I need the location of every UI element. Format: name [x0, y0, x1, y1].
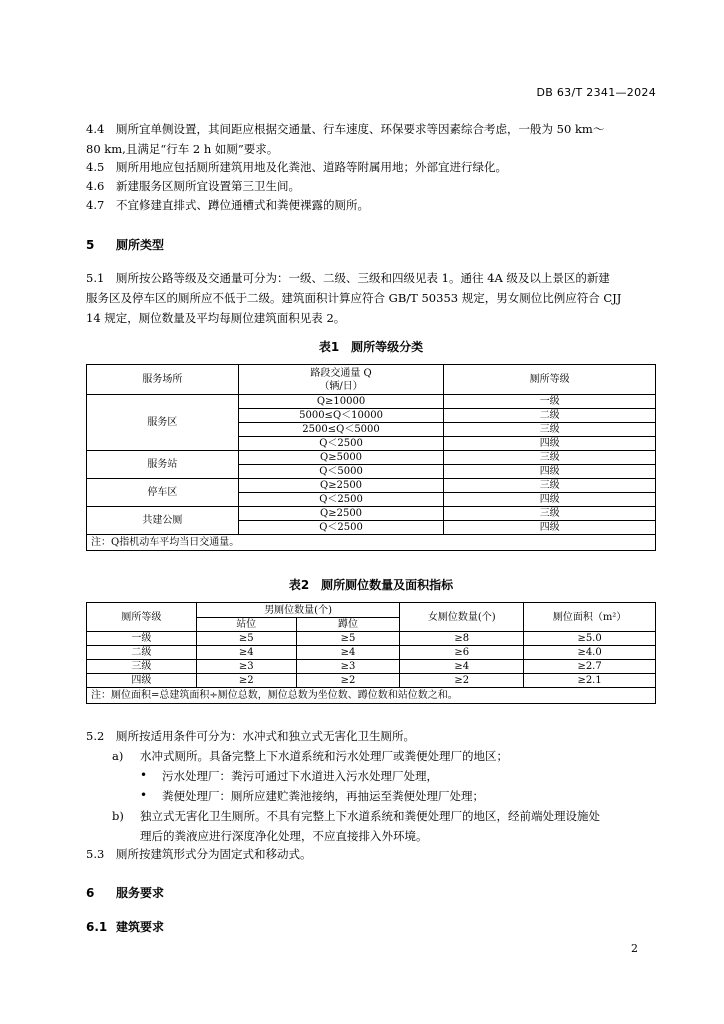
traffic-cell: Q＜2500 — [238, 521, 444, 535]
table2 — [86, 602, 656, 704]
grade-cell: 三级 — [444, 451, 656, 465]
female-cell: ≥4 — [400, 660, 524, 674]
clause-text: 厕所按建筑形式分为固定式和移动式。 — [116, 847, 312, 861]
area-cell: ≥5.0 — [524, 632, 656, 646]
subsection-title: 建筑要求 — [116, 920, 165, 934]
subsection-number: 6.1 — [86, 920, 108, 934]
header-traffic-unit: （辆/日） — [319, 380, 363, 392]
clause-number: 4.5 — [86, 160, 105, 174]
clause-5-1 — [86, 268, 656, 328]
area-cell: ≥2.7 — [524, 660, 656, 674]
section-5-heading — [86, 236, 164, 253]
header-squat: 蹲位 — [296, 618, 400, 632]
grade-cell: 三级 — [87, 660, 197, 674]
traffic-cell: Q≥10000 — [238, 395, 444, 409]
traffic-cell: Q≥2500 — [238, 507, 444, 521]
traffic-cell: 5000≤Q＜10000 — [238, 409, 444, 423]
female-cell: ≥2 — [400, 674, 524, 688]
grade-cell: 一级 — [444, 395, 656, 409]
clause-5-2 — [86, 726, 656, 746]
clause-text: 厕所宜单侧设置，其间距应根据交通量、行车速度、环保要求等因素综合考虑，一般为 50 km～ — [116, 122, 605, 136]
area-cell: ≥2.1 — [524, 674, 656, 688]
clause-text: 厕所用地应包括厕所建筑用地及化粪池、道路等附属用地；外部宜进行绿化。 — [116, 160, 507, 174]
section-number: 6 — [86, 886, 95, 900]
header-female: 女厕位数量(个) — [400, 603, 524, 632]
bullet-dot: • — [140, 788, 148, 802]
section-6-heading — [86, 884, 164, 901]
list-item-a: 水冲式厕所。具备完整上下水道系统和污水处理厂或粪便处理厂的地区； — [140, 749, 508, 763]
document-code: DB 63/T 2341—2024 — [536, 86, 656, 99]
grade-cell: 四级 — [444, 437, 656, 451]
clause-5-3 — [86, 844, 656, 864]
traffic-cell: Q≥5000 — [238, 451, 444, 465]
list-label-b: b) — [112, 809, 124, 823]
header-grade: 厕所等级 — [444, 365, 656, 395]
clause-text: 厕所按适用条件可分为：水冲式和独立式无害化卫生厕所。 — [116, 729, 415, 743]
clause-number: 5.2 — [86, 729, 105, 743]
table-row — [87, 632, 656, 646]
table-row — [87, 674, 656, 688]
grade-cell: 一级 — [87, 632, 197, 646]
clause-text-cont: 14 规定，厕位数量及平均每厕位建筑面积见表 2。 — [86, 311, 346, 325]
place-cell: 服务站 — [87, 451, 239, 479]
grade-cell: 三级 — [444, 507, 656, 521]
header-stand: 站位 — [196, 618, 296, 632]
clause-4-7 — [86, 195, 656, 215]
area-cell: ≥4.0 — [524, 646, 656, 660]
traffic-cell: Q≥2500 — [238, 479, 444, 493]
squat-cell: ≥4 — [296, 646, 400, 660]
clause-text: 厕所按公路等级及交通量可分为：一级、二级、三级和四级见表 1。通往 4A 级及以上景区的新建 — [116, 271, 610, 285]
stand-cell: ≥5 — [196, 632, 296, 646]
clause-4-5 — [86, 157, 656, 177]
grade-cell: 四级 — [87, 674, 197, 688]
place-cell: 停车区 — [87, 479, 239, 507]
female-cell: ≥8 — [400, 632, 524, 646]
table1-note: 注：Q指机动车平均当日交通量。 — [87, 535, 656, 551]
traffic-cell: Q＜2500 — [238, 437, 444, 451]
bullet-item-1: 污水处理厂：粪污可通过下水道进入污水处理厂处理， — [162, 769, 438, 783]
traffic-cell: Q＜2500 — [238, 493, 444, 507]
clause-number: 4.7 — [86, 198, 105, 212]
clause-text-cont: 80 km,且满足“行车 2 h 如厕”要求。 — [86, 142, 279, 156]
clause-4-4 — [86, 119, 656, 159]
stand-cell: ≥2 — [196, 674, 296, 688]
clause-text-cont: 服务区及停车区的厕所应不低于二级。建筑面积计算应符合 GB/T 50353 规定，男女厕位比例应符合 CJJ — [86, 291, 622, 305]
grade-cell: 四级 — [444, 521, 656, 535]
grade-cell: 三级 — [444, 423, 656, 437]
place-cell: 服务区 — [87, 395, 239, 451]
grade-cell: 三级 — [444, 479, 656, 493]
squat-cell: ≥3 — [296, 660, 400, 674]
table2-caption: 表2 厕所厕位数量及面积指标 — [288, 578, 454, 592]
clause-number: 5.1 — [86, 271, 105, 285]
clause-text: 新建服务区厕所宜设置第三卫生间。 — [116, 179, 300, 193]
table1-caption: 表1 厕所等级分类 — [318, 340, 424, 354]
table1 — [86, 364, 656, 551]
header-traffic — [238, 365, 444, 395]
place-cell: 共建公厕 — [87, 507, 239, 535]
squat-cell: ≥5 — [296, 632, 400, 646]
grade-cell: 四级 — [444, 493, 656, 507]
header-place: 服务场所 — [87, 365, 239, 395]
grade-cell: 四级 — [444, 465, 656, 479]
subsection-6-1-heading — [86, 918, 164, 935]
clause-text: 不宜修建直排式、蹲位通槽式和粪便裸露的厕所。 — [116, 198, 369, 212]
list-label-a: a) — [112, 749, 124, 763]
table-row — [87, 646, 656, 660]
clause-number: 4.4 — [86, 122, 105, 136]
clause-number: 4.6 — [86, 179, 105, 193]
stand-cell: ≥4 — [196, 646, 296, 660]
stand-cell: ≥3 — [196, 660, 296, 674]
grade-cell: 二级 — [87, 646, 197, 660]
traffic-cell: 2500≤Q＜5000 — [238, 423, 444, 437]
list-item-b-line2: 理后的粪液应进行深度净化处理，不应直接排入外环境。 — [140, 829, 428, 843]
female-cell: ≥6 — [400, 646, 524, 660]
list-item-b — [140, 806, 656, 846]
clause-4-6 — [86, 176, 656, 196]
header-area: 厕位面积（m²） — [524, 603, 656, 632]
grade-cell: 二级 — [444, 409, 656, 423]
section-title: 厕所类型 — [116, 238, 165, 252]
bullet-dot: • — [140, 768, 148, 782]
section-title: 服务要求 — [116, 886, 165, 900]
traffic-cell: Q＜5000 — [238, 465, 444, 479]
page-number: 2 — [631, 942, 638, 955]
clause-number: 5.3 — [86, 847, 105, 861]
table2-note: 注：厕位面积=总建筑面积÷厕位总数，厕位总数为坐位数、蹲位数和站位数之和。 — [87, 688, 656, 704]
bullet-item-2: 粪便处理厂：厕所应建贮粪池接纳，再抽运至粪便处理厂处理； — [162, 789, 484, 803]
header-traffic-line: 路段交通量 Q — [310, 367, 372, 379]
squat-cell: ≥2 — [296, 674, 400, 688]
section-number: 5 — [86, 238, 95, 252]
header-grade: 厕所等级 — [87, 603, 197, 632]
list-item-b-line1: 独立式无害化卫生厕所。不具有完整上下水道系统和粪便处理厂的地区，经前端处理设施处 — [140, 809, 600, 823]
header-male: 男厕位数量(个) — [196, 603, 400, 618]
table-row — [87, 660, 656, 674]
